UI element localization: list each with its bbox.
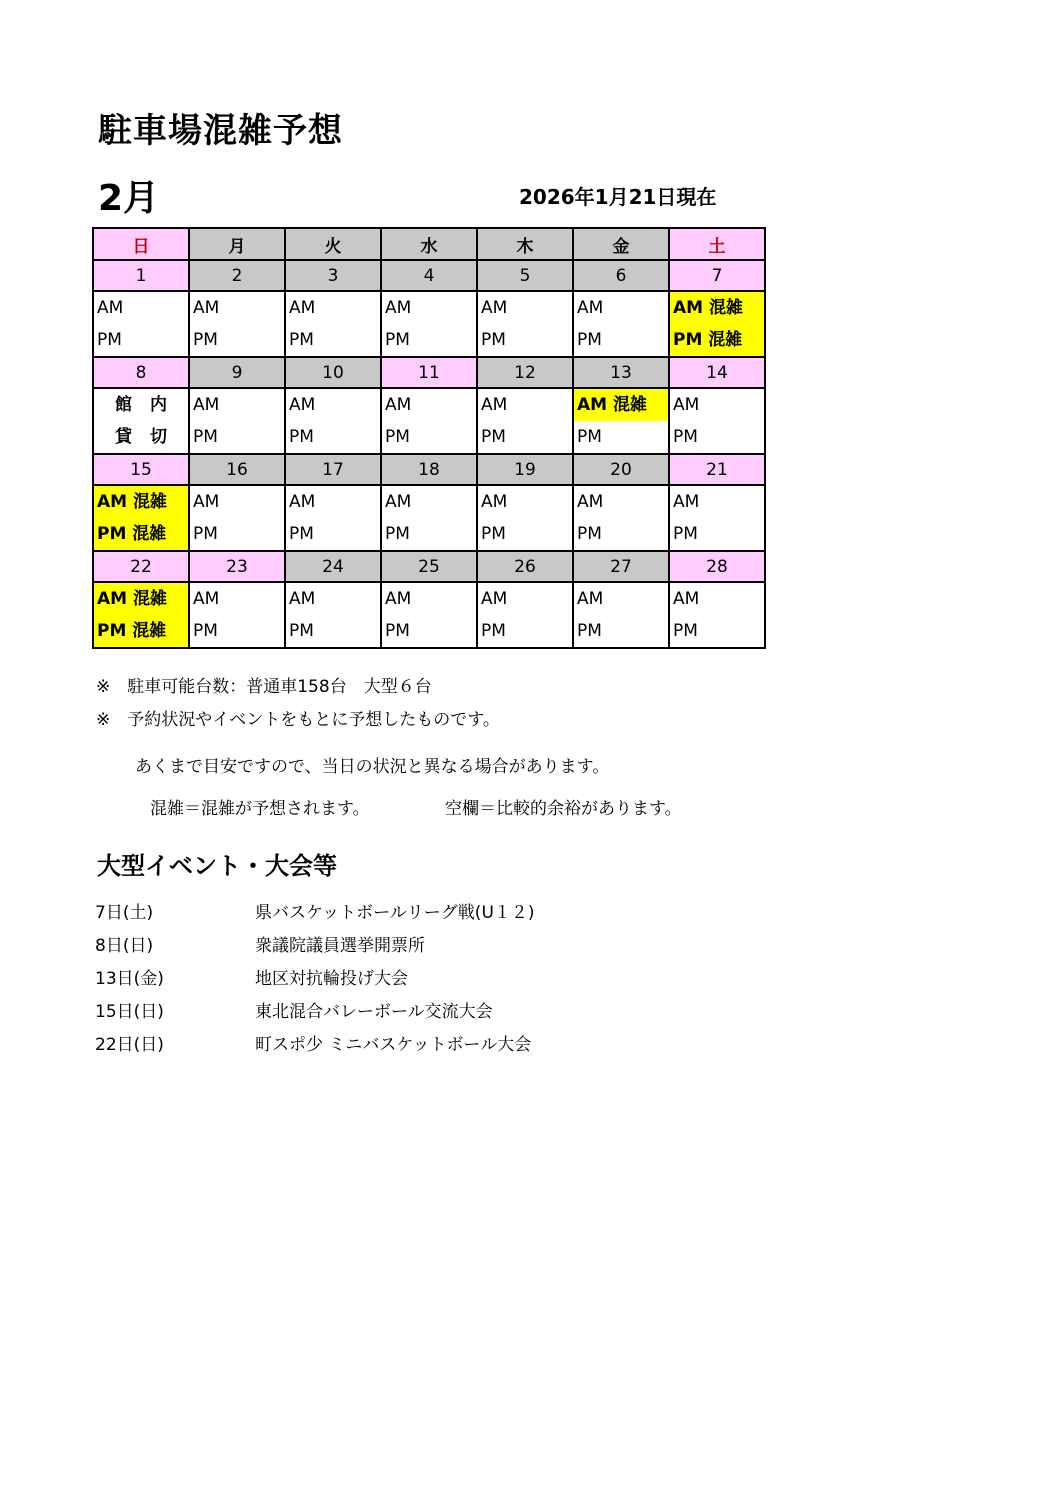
day-slots-cell [477, 388, 573, 454]
pm-slot: PM 混雑 [94, 615, 188, 647]
weekday-header: 月 [189, 228, 285, 260]
am-slot: AM [481, 492, 508, 512]
date-cell: 1 [93, 260, 189, 291]
am-slot: AM [193, 589, 220, 609]
pm-slot: PM [97, 330, 122, 350]
event-name: 県バスケットボールリーグ戦(U１２) [255, 903, 535, 923]
date-row [93, 260, 765, 291]
pm-slot: PM [481, 524, 506, 544]
pm-slot: PM [577, 427, 602, 447]
am-slot: AM 混雑 [94, 486, 188, 518]
pm-slot: PM [289, 524, 314, 544]
legend-busy: 混雑＝混雑が予想されます。 [150, 799, 370, 819]
day-slots-cell [93, 582, 189, 648]
weekday-header: 水 [381, 228, 477, 260]
date-cell: 20 [573, 454, 669, 485]
am-slot: AM [385, 298, 412, 318]
pm-slot: PM [481, 427, 506, 447]
day-slots-cell [573, 582, 669, 648]
date-cell: 21 [669, 454, 765, 485]
pm-slot: PM [385, 427, 410, 447]
pm-slot: PM [577, 330, 602, 350]
pm-slot: PM [289, 330, 314, 350]
as-of-date: 2026年1月21日現在 [519, 185, 717, 209]
am-slot: AM [577, 589, 604, 609]
pm-slot: PM [577, 524, 602, 544]
day-slots-cell [189, 582, 285, 648]
pm-slot: PM [385, 524, 410, 544]
disclaimer-note: あくまで目安ですので、当日の状況と異なる場合があります。 [135, 757, 610, 777]
pm-slot: PM [673, 427, 698, 447]
pm-slot: PM [481, 621, 506, 641]
basis-note: ※ 予約状況やイベントをもとに予想したものです。 [96, 710, 500, 730]
slot-row [93, 485, 765, 551]
day-slots-cell [573, 291, 669, 357]
date-cell: 17 [285, 454, 381, 485]
am-slot: AM [385, 589, 412, 609]
date-cell: 10 [285, 357, 381, 388]
date-cell: 23 [189, 551, 285, 582]
date-row [93, 454, 765, 485]
capacity-note: ※ 駐車可能台数：普通車158台 大型６台 [96, 677, 432, 697]
am-slot: AM [385, 395, 412, 415]
date-cell: 4 [381, 260, 477, 291]
pm-slot: PM [193, 621, 218, 641]
day-slots-cell [477, 582, 573, 648]
day-slots-cell [381, 291, 477, 357]
events-heading: 大型イベント・大会等 [97, 852, 337, 880]
date-cell: 26 [477, 551, 573, 582]
am-slot: AM [673, 492, 700, 512]
event-date: 22日(日) [95, 1035, 164, 1055]
am-slot: AM [193, 492, 220, 512]
month-heading: 2月 [98, 178, 160, 219]
event-date: 15日(日) [95, 1002, 164, 1022]
event-name: 町スポ少 ミニバスケットボール大会 [255, 1035, 532, 1055]
date-cell: 3 [285, 260, 381, 291]
date-cell: 28 [669, 551, 765, 582]
day-slots-cell [477, 485, 573, 551]
am-slot: AM [673, 589, 700, 609]
event-date: 13日(金) [95, 969, 164, 989]
am-slot: AM 混雑 [94, 583, 188, 615]
day-slots-cell [285, 388, 381, 454]
pm-slot: PM [193, 427, 218, 447]
weekday-header: 火 [285, 228, 381, 260]
date-cell: 11 [381, 357, 477, 388]
page-title: 駐車場混雑予想 [98, 111, 343, 151]
weekday-header: 日 [93, 228, 189, 260]
weekday-header-row [93, 228, 765, 260]
event-name: 衆議院議員選挙開票所 [255, 936, 425, 956]
date-cell: 16 [189, 454, 285, 485]
date-row [93, 357, 765, 388]
am-slot: AM [193, 395, 220, 415]
slot-row [93, 582, 765, 648]
am-slot: AM [481, 589, 508, 609]
congestion-calendar [92, 227, 766, 649]
am-slot: AM [481, 298, 508, 318]
date-cell: 2 [189, 260, 285, 291]
weekday-header: 木 [477, 228, 573, 260]
day-slots-cell [285, 582, 381, 648]
pm-slot: PM 混雑 [94, 518, 188, 550]
day-slots-cell [381, 582, 477, 648]
date-cell: 14 [669, 357, 765, 388]
weekday-header: 土 [669, 228, 765, 260]
date-cell: 15 [93, 454, 189, 485]
date-cell: 7 [669, 260, 765, 291]
day-slots-cell [669, 582, 765, 648]
day-slots-cell [93, 388, 189, 454]
pm-slot: PM [193, 330, 218, 350]
day-slots-cell [285, 485, 381, 551]
pm-slot: PM [289, 427, 314, 447]
date-cell: 12 [477, 357, 573, 388]
date-row [93, 551, 765, 582]
pm-slot: PM [385, 330, 410, 350]
date-cell: 13 [573, 357, 669, 388]
pm-slot: PM [289, 621, 314, 641]
pm-slot: 貸 切 [115, 427, 173, 447]
day-slots-cell [669, 291, 765, 357]
date-cell: 25 [381, 551, 477, 582]
date-cell: 6 [573, 260, 669, 291]
day-slots-cell [573, 485, 669, 551]
day-slots-cell [573, 388, 669, 454]
day-slots-cell [189, 388, 285, 454]
am-slot: AM [97, 298, 124, 318]
day-slots-cell [669, 388, 765, 454]
am-slot: AM [673, 395, 700, 415]
am-slot: AM 混雑 [574, 389, 668, 421]
am-slot: AM [289, 298, 316, 318]
am-slot: AM [289, 492, 316, 512]
day-slots-cell [189, 485, 285, 551]
legend-empty: 空欄＝比較的余裕があります。 [445, 799, 682, 819]
day-slots-cell [381, 388, 477, 454]
pm-slot: PM 混雑 [670, 324, 764, 356]
day-slots-cell [669, 485, 765, 551]
weekday-header: 金 [573, 228, 669, 260]
date-cell: 19 [477, 454, 573, 485]
am-slot: AM [193, 298, 220, 318]
day-slots-cell [477, 291, 573, 357]
pm-slot: PM [673, 621, 698, 641]
date-cell: 8 [93, 357, 189, 388]
date-cell: 22 [93, 551, 189, 582]
pm-slot: PM [385, 621, 410, 641]
am-slot: AM 混雑 [670, 292, 764, 324]
date-cell: 5 [477, 260, 573, 291]
am-slot: 館 内 [115, 395, 173, 415]
event-name: 地区対抗輪投げ大会 [255, 969, 408, 989]
am-slot: AM [385, 492, 412, 512]
pm-slot: PM [577, 621, 602, 641]
day-slots-cell [189, 291, 285, 357]
slot-row [93, 388, 765, 454]
date-cell: 18 [381, 454, 477, 485]
date-cell: 27 [573, 551, 669, 582]
am-slot: AM [577, 298, 604, 318]
slot-row [93, 291, 765, 357]
date-cell: 9 [189, 357, 285, 388]
am-slot: AM [289, 395, 316, 415]
am-slot: AM [481, 395, 508, 415]
date-cell: 24 [285, 551, 381, 582]
day-slots-cell [381, 485, 477, 551]
pm-slot: PM [481, 330, 506, 350]
day-slots-cell [285, 291, 381, 357]
day-slots-cell [93, 291, 189, 357]
am-slot: AM [289, 589, 316, 609]
pm-slot: PM [193, 524, 218, 544]
event-date: 7日(土) [95, 903, 154, 923]
event-name: 東北混合バレーボール交流大会 [255, 1002, 493, 1022]
am-slot: AM [577, 492, 604, 512]
event-date: 8日(日) [95, 936, 154, 956]
day-slots-cell [93, 485, 189, 551]
pm-slot: PM [673, 524, 698, 544]
